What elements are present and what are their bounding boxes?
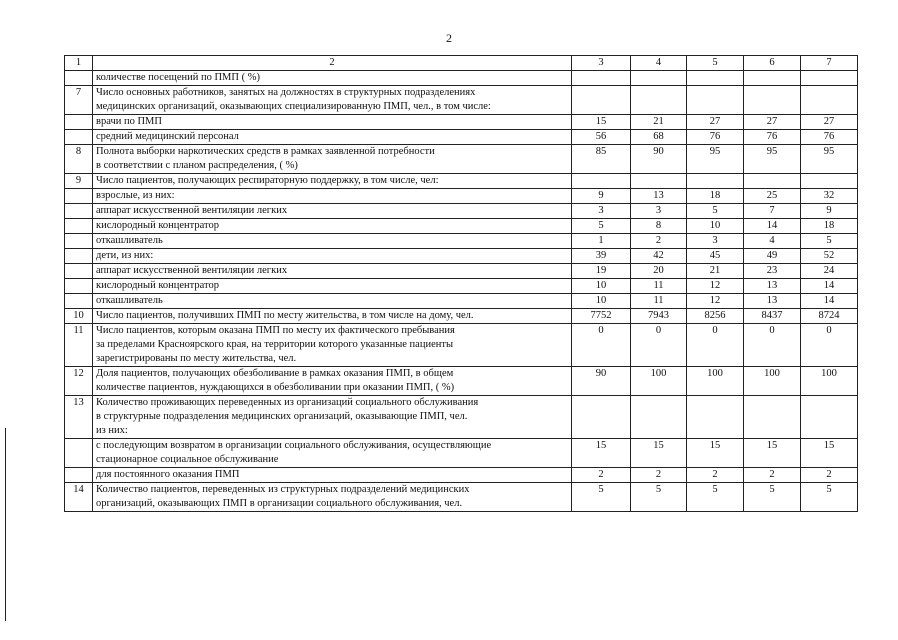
header-cell: 5	[687, 56, 744, 71]
value-cell: 21	[687, 264, 744, 279]
indicator-name-cell	[93, 174, 572, 189]
value-cell: 76	[687, 130, 744, 145]
value-cell	[801, 86, 858, 115]
row-number-cell: 9	[65, 174, 93, 189]
value-cell	[744, 174, 801, 189]
value-cell: 0	[631, 324, 687, 367]
value-cell	[572, 71, 631, 86]
value-cell	[801, 396, 858, 439]
row-number-cell	[65, 71, 93, 86]
value-cell: 56	[572, 130, 631, 145]
value-cell: 4	[744, 234, 801, 249]
page-number: 2	[446, 31, 452, 45]
value-cell: 3	[631, 204, 687, 219]
value-cell: 52	[801, 249, 858, 264]
indicator-text-line: количестве пациентов, нуждающихся в обезболивании при оказании ПМП, ( %)	[96, 382, 455, 393]
table-row	[65, 145, 858, 174]
indicator-text-line: дети, из них:	[96, 250, 154, 261]
value-cell	[572, 86, 631, 115]
indicator-text-line: аппарат искусственной вентиляции легких	[96, 205, 288, 216]
table-row	[65, 439, 858, 468]
indicator-text-line: Число пациентов, получивших ПМП по месту жительства, в том числе на дому, чел.	[96, 310, 474, 321]
value-cell	[801, 174, 858, 189]
value-cell: 18	[801, 219, 858, 234]
indicator-text-line: кислородный концентратор	[96, 280, 219, 291]
value-cell: 8	[631, 219, 687, 234]
indicator-name-cell	[93, 219, 572, 234]
value-cell: 25	[744, 189, 801, 204]
header-cell: 4	[631, 56, 687, 71]
value-cell: 42	[631, 249, 687, 264]
value-cell: 90	[572, 367, 631, 396]
value-cell: 15	[572, 439, 631, 468]
row-number-cell	[65, 115, 93, 130]
value-cell	[631, 86, 687, 115]
indicator-name-cell	[93, 324, 572, 367]
value-cell: 95	[687, 145, 744, 174]
value-cell: 0	[572, 324, 631, 367]
table-row	[65, 71, 858, 86]
value-cell	[744, 71, 801, 86]
row-number-cell: 14	[65, 483, 93, 512]
value-cell: 100	[801, 367, 858, 396]
indicator-text-line: врачи по ПМП	[96, 116, 162, 127]
indicator-name-cell	[93, 71, 572, 86]
indicator-name-cell	[93, 189, 572, 204]
header-cell: 2	[93, 56, 572, 71]
value-cell: 95	[744, 145, 801, 174]
indicator-text-line: в структурные подразделения медицинских организаций, оказывающие ПМП, чел.	[96, 411, 468, 422]
value-cell: 90	[631, 145, 687, 174]
value-cell: 7752	[572, 309, 631, 324]
value-cell: 2	[572, 468, 631, 483]
value-cell: 13	[744, 294, 801, 309]
indicator-name-cell	[93, 249, 572, 264]
indicator-text-line: медицинских организаций, оказывающих специализированную ПМП, чел., в том числе:	[96, 101, 491, 112]
indicator-name-cell	[93, 86, 572, 115]
value-cell: 100	[631, 367, 687, 396]
table-row	[65, 174, 858, 189]
value-cell	[744, 396, 801, 439]
value-cell: 19	[572, 264, 631, 279]
indicator-name-cell	[93, 234, 572, 249]
table-row	[65, 86, 858, 115]
indicator-name-cell	[93, 130, 572, 145]
table-row	[65, 130, 858, 145]
row-number-cell	[65, 439, 93, 468]
value-cell: 15	[744, 439, 801, 468]
value-cell	[631, 174, 687, 189]
value-cell	[687, 86, 744, 115]
indicator-name-cell	[93, 294, 572, 309]
indicator-name-cell	[93, 439, 572, 468]
value-cell: 100	[687, 367, 744, 396]
row-number-cell	[65, 204, 93, 219]
value-cell	[572, 396, 631, 439]
indicator-text-line: Доля пациентов, получающих обезболивание в рамках оказания ПМП, в общем	[96, 368, 454, 379]
indicator-text-line: количестве посещений по ПМП ( %)	[96, 72, 260, 83]
value-cell: 0	[801, 324, 858, 367]
row-number-cell: 7	[65, 86, 93, 115]
indicator-name-cell	[93, 115, 572, 130]
table-row	[65, 189, 858, 204]
value-cell: 2	[631, 234, 687, 249]
value-cell: 3	[687, 234, 744, 249]
value-cell: 2	[801, 468, 858, 483]
indicator-text-line: Количество пациентов, переведенных из структурных подразделений медицинских	[96, 484, 470, 495]
indicator-text-line: аппарат искусственной вентиляции легких	[96, 265, 288, 276]
value-cell: 8437	[744, 309, 801, 324]
value-cell	[744, 86, 801, 115]
value-cell: 95	[801, 145, 858, 174]
table-row	[65, 324, 858, 367]
row-number-cell	[65, 264, 93, 279]
indicator-name-cell	[93, 468, 572, 483]
value-cell: 14	[744, 219, 801, 234]
value-cell: 5	[744, 483, 801, 512]
indicator-text-line: кислородный концентратор	[96, 220, 219, 231]
row-number-cell: 11	[65, 324, 93, 367]
indicator-text-line: взрослые, из них:	[96, 190, 175, 201]
value-cell: 9	[572, 189, 631, 204]
value-cell: 18	[687, 189, 744, 204]
table-row	[65, 367, 858, 396]
table-row	[65, 264, 858, 279]
indicator-name-cell	[93, 483, 572, 512]
value-cell: 76	[801, 130, 858, 145]
value-cell: 11	[631, 294, 687, 309]
table-row	[65, 249, 858, 264]
value-cell: 13	[744, 279, 801, 294]
value-cell: 0	[687, 324, 744, 367]
value-cell: 8724	[801, 309, 858, 324]
value-cell	[631, 71, 687, 86]
value-cell: 20	[631, 264, 687, 279]
indicator-text-line: для постоянного оказания ПМП	[96, 469, 240, 480]
indicator-name-cell	[93, 279, 572, 294]
value-cell: 27	[687, 115, 744, 130]
indicator-text-line: в соответствии с планом распределения, ( %)	[96, 160, 298, 171]
value-cell	[572, 174, 631, 189]
indicator-text-line: организаций, оказывающих ПМП в организации социального обслуживания, чел.	[96, 498, 463, 509]
value-cell	[631, 396, 687, 439]
value-cell	[687, 71, 744, 86]
indicator-text-line: откашливатель	[96, 295, 163, 306]
value-cell: 27	[801, 115, 858, 130]
value-cell: 5	[801, 234, 858, 249]
indicator-name-cell	[93, 264, 572, 279]
table-row	[65, 468, 858, 483]
value-cell: 23	[744, 264, 801, 279]
row-number-cell	[65, 189, 93, 204]
value-cell: 5	[801, 483, 858, 512]
value-cell	[687, 396, 744, 439]
value-cell	[687, 174, 744, 189]
indicator-text-line: за пределами Красноярского края, на территории которого указанные пациенты	[96, 339, 453, 350]
value-cell: 7943	[631, 309, 687, 324]
row-number-cell: 13	[65, 396, 93, 439]
value-cell: 2	[744, 468, 801, 483]
indicator-text-line: зарегистрированы по месту жительства, чел.	[96, 353, 297, 364]
indicator-name-cell	[93, 367, 572, 396]
table-row	[65, 219, 858, 234]
indicator-text-line: откашливатель	[96, 235, 163, 246]
indicator-text-line: стационарное социальное обслуживание	[96, 454, 279, 465]
header-cell: 6	[744, 56, 801, 71]
value-cell: 1	[572, 234, 631, 249]
value-cell: 15	[572, 115, 631, 130]
row-number-cell	[65, 279, 93, 294]
value-cell: 5	[687, 204, 744, 219]
header-cell: 7	[801, 56, 858, 71]
value-cell: 15	[631, 439, 687, 468]
value-cell: 13	[631, 189, 687, 204]
table-header-row	[65, 56, 858, 71]
margin-line	[5, 428, 6, 621]
indicator-name-cell	[93, 145, 572, 174]
row-number-cell: 8	[65, 145, 93, 174]
value-cell: 49	[744, 249, 801, 264]
table-row	[65, 294, 858, 309]
value-cell: 10	[572, 294, 631, 309]
table-row	[65, 483, 858, 512]
table-row	[65, 234, 858, 249]
indicator-text-line: Число пациентов, которым оказана ПМП по месту их фактического пребывания	[96, 325, 455, 336]
row-number-cell	[65, 219, 93, 234]
value-cell: 7	[744, 204, 801, 219]
value-cell: 76	[744, 130, 801, 145]
row-number-cell	[65, 249, 93, 264]
value-cell: 3	[572, 204, 631, 219]
value-cell: 2	[631, 468, 687, 483]
table-row	[65, 279, 858, 294]
value-cell: 39	[572, 249, 631, 264]
row-number-cell	[65, 294, 93, 309]
table-row	[65, 115, 858, 130]
value-cell: 21	[631, 115, 687, 130]
value-cell	[801, 71, 858, 86]
value-cell: 85	[572, 145, 631, 174]
indicator-name-cell	[93, 309, 572, 324]
value-cell: 68	[631, 130, 687, 145]
value-cell: 32	[801, 189, 858, 204]
value-cell: 10	[687, 219, 744, 234]
value-cell: 14	[801, 279, 858, 294]
indicator-text-line: с последующим возвратом в организации социального обслуживания, осуществляющие	[96, 440, 492, 451]
value-cell: 2	[687, 468, 744, 483]
row-number-cell	[65, 130, 93, 145]
value-cell: 27	[744, 115, 801, 130]
table-row	[65, 309, 858, 324]
indicator-name-cell	[93, 204, 572, 219]
indicator-text-line: Полнота выборки наркотических средств в рамках заявленной потребности	[96, 146, 435, 157]
table-row	[65, 204, 858, 219]
header-cell: 3	[572, 56, 631, 71]
value-cell: 5	[631, 483, 687, 512]
value-cell: 5	[572, 483, 631, 512]
row-number-cell	[65, 468, 93, 483]
indicator-text-line: Количество проживающих переведенных из организаций социального обслуживания	[96, 397, 479, 408]
indicator-text-line: средний медицинский персонал	[96, 131, 239, 142]
header-cell: 1	[65, 56, 93, 71]
value-cell: 0	[744, 324, 801, 367]
value-cell: 24	[801, 264, 858, 279]
value-cell: 5	[687, 483, 744, 512]
value-cell: 10	[572, 279, 631, 294]
indicator-text-line: из них:	[96, 425, 128, 436]
value-cell: 12	[687, 279, 744, 294]
value-cell: 45	[687, 249, 744, 264]
row-number-cell: 12	[65, 367, 93, 396]
value-cell: 15	[687, 439, 744, 468]
indicator-text-line: Число пациентов, получающих респираторную поддержку, в том числе, чел:	[96, 175, 439, 186]
value-cell: 15	[801, 439, 858, 468]
table-row	[65, 396, 858, 439]
value-cell: 100	[744, 367, 801, 396]
indicators-table	[64, 55, 858, 512]
indicator-text-line: Число основных работников, занятых на должностях в структурных подразделениях	[96, 87, 476, 98]
indicator-name-cell	[93, 396, 572, 439]
value-cell: 5	[572, 219, 631, 234]
value-cell: 11	[631, 279, 687, 294]
row-number-cell: 10	[65, 309, 93, 324]
value-cell: 12	[687, 294, 744, 309]
value-cell: 14	[801, 294, 858, 309]
value-cell: 9	[801, 204, 858, 219]
row-number-cell	[65, 234, 93, 249]
value-cell: 8256	[687, 309, 744, 324]
